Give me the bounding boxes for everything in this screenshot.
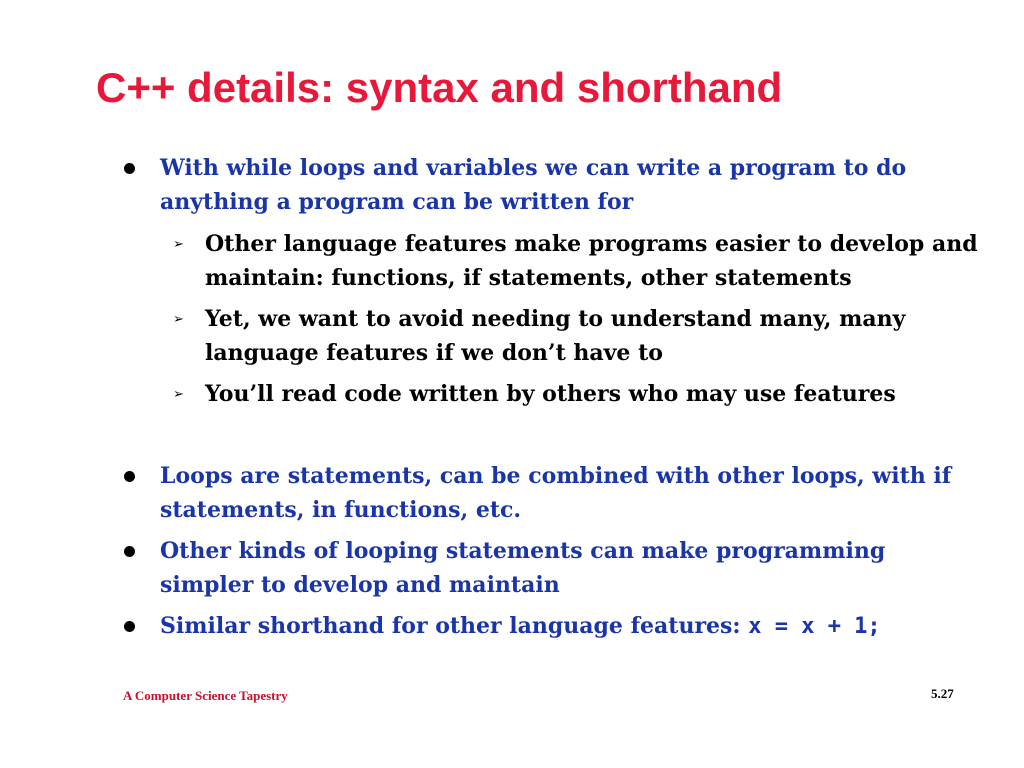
bullet-item: With while loops and variables we can write a program to do anything a program can be written for (160, 155, 907, 215)
arrow-bullet-icon: ➢ (173, 312, 184, 327)
bullet-dot-icon (124, 163, 135, 174)
arrow-bullet-icon: ➢ (173, 237, 184, 252)
bullet-dot-icon (124, 546, 135, 557)
sub-bullet-item: Yet, we want to avoid needing to understand many, many language features if we don’t have to (205, 306, 906, 366)
bullet-text: Similar shorthand for other language features: (160, 613, 749, 639)
code-snippet: x = x + 1; (748, 614, 881, 639)
slide-number: 5.27 (931, 686, 954, 701)
bullet-item-shorthand (160, 609, 980, 644)
arrow-bullet-icon: ➢ (173, 387, 184, 402)
slide-title: C++ details: syntax and shorthand (96, 64, 783, 111)
bullet-item: Other kinds of looping statements can make programming simpler to develop and maintain (160, 538, 886, 598)
bullet-dot-icon (124, 621, 135, 632)
footer-course-title: A Computer Science Tapestry (123, 688, 288, 703)
bullet-item: Loops are statements, can be combined with other loops, with if statements, in functions, etc. (160, 463, 952, 523)
sub-bullet-item: Other language features make programs easier to develop and maintain: functions, if statements, other statements (205, 231, 978, 291)
bullet-dot-icon (124, 471, 135, 482)
sub-bullet-item: You’ll read code written by others who may use features (205, 381, 896, 407)
